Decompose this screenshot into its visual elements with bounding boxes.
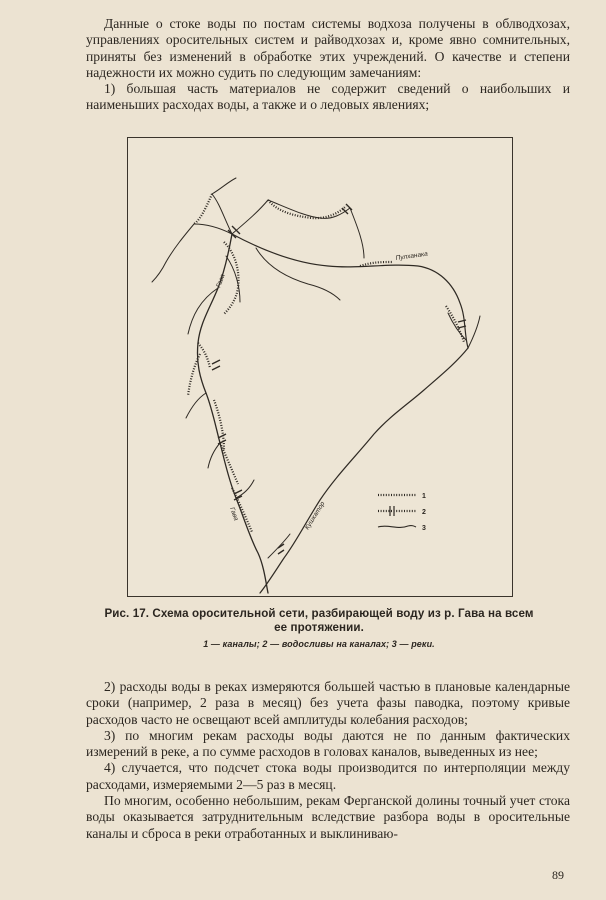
bottom-text-block xyxy=(86,679,570,842)
river-kushkator xyxy=(260,348,468,593)
caption-legend: 1 — каналы; 2 — водосливы на каналах; 3 — реки. xyxy=(203,639,435,649)
label-kushkator: Кушкатор xyxy=(303,500,327,532)
caption-title: Рис. 17. Схема оросительной сети, разбирающей воду из р. Гава на всем ее протяжении. xyxy=(104,607,534,634)
river-upper-right xyxy=(232,234,468,348)
irrigation-map-figure xyxy=(127,137,513,597)
page-number: 89 xyxy=(552,868,564,882)
canal-mid-1 xyxy=(198,343,210,368)
legend-item-2: 2 xyxy=(422,509,426,516)
figure-caption xyxy=(100,607,538,651)
paragraph-fergana: По многим, особенно небольшим, рекам Ферганской долины точный учет стока воды оказывается затруднительным вследствие разбора воды в оросительные каналы и сброса в реки отработанных и выклиниваю- xyxy=(86,793,570,841)
legend-item-3: 3 xyxy=(422,525,426,532)
canal-right xyxy=(446,306,464,342)
irrigation-map xyxy=(128,138,511,595)
paragraph-item-2: 2) расходы воды в реках измеряются большей частью в плановые календарные сроки (например, 2 раза в месяц) без учета фазы паводка, поэтому кривые расходов часто не освещают всей амплитуды колебания расходов; xyxy=(86,679,570,727)
label-gava-upper: Гава xyxy=(215,273,227,289)
legend-item-1: 1 xyxy=(422,493,426,500)
map-legend xyxy=(378,493,426,532)
label-pulkhanaka: Пулханака xyxy=(395,250,429,262)
river-gava-main xyxy=(197,234,268,593)
paragraph-item-1: 1) большая часть материалов не содержит сведений о наибольших и наименьших расходах воды, а также и о ледовых явлениях; xyxy=(86,81,570,113)
paragraph-intro: Данные о стоке воды по постам системы водхоза получены в облводхозах, управлениях оросительных систем и райводхозах и, кроме явно сомнительных, приняты без изменений в обработке этих учреждений. О качестве и степени надежности их можно судить по следующим замечаниям: xyxy=(86,16,570,80)
canal-upper-left xyxy=(194,194,212,224)
top-text-block xyxy=(86,16,570,114)
paragraph-item-3: 3) по многим рекам расходы воды даются не по данным фактических измерений в реке, а по сумме расходов в головах каналов, выведенных из нее; xyxy=(86,727,570,760)
label-gava-lower: Гава xyxy=(228,506,240,522)
paragraph-item-4: 4) случается, что подсчет стока воды производится по интерполяции между расходами, измеряемыми 2—5 раз в месяц. xyxy=(86,760,570,792)
